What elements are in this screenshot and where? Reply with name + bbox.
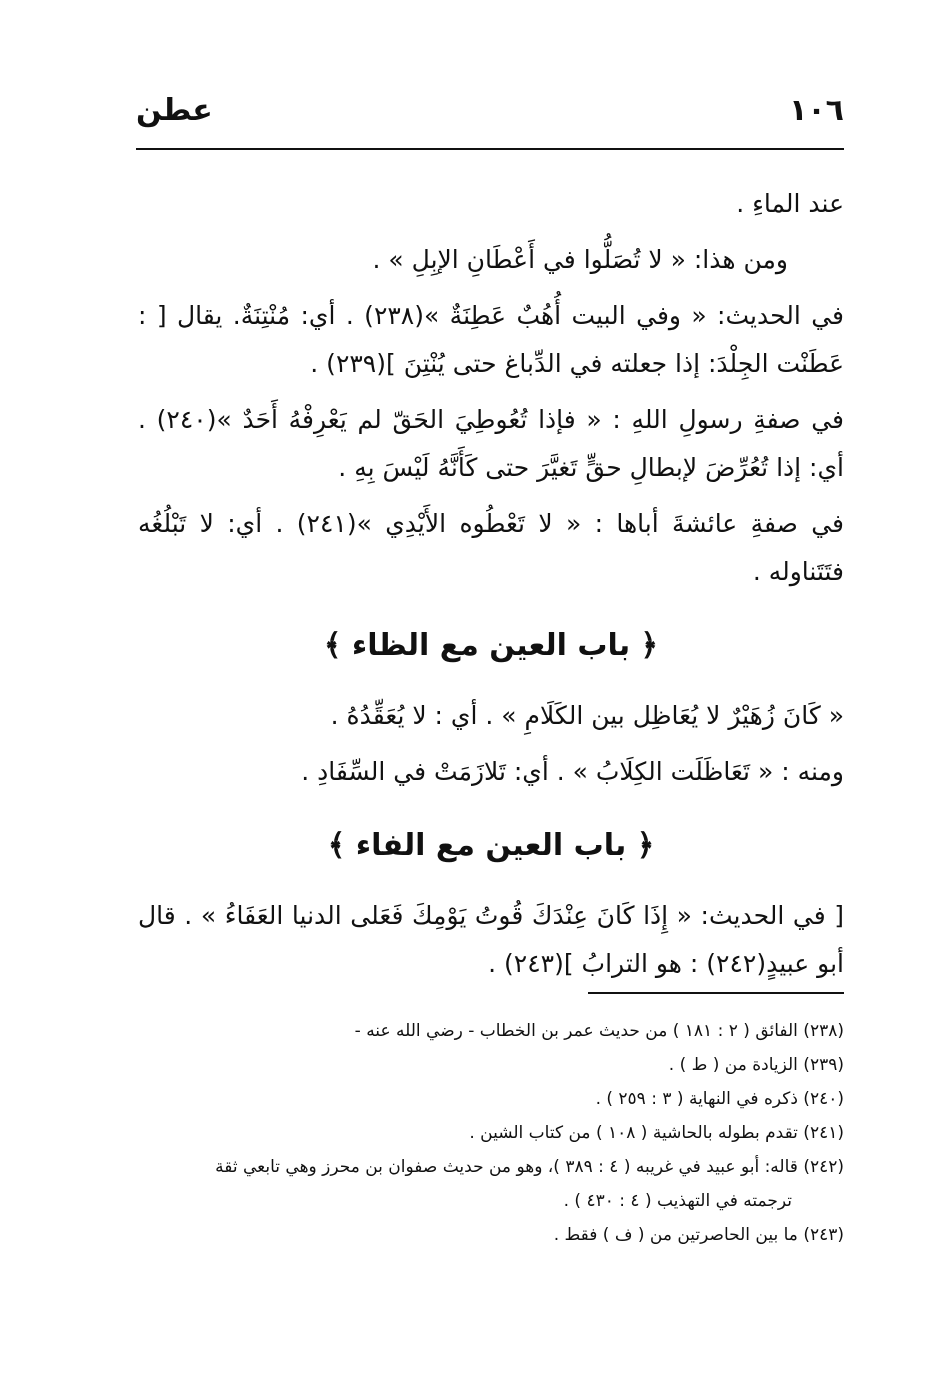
paragraph-8: [ في الحديث: « إِذَا كَانَ عِنْدَكَ قُوتُ يَوْمِكَ فَعَلى الدنيا العَفَاءُ » . قال أبو عبيدٍ(٢٤٢) : هو الترابُ ](٢٤٣) . (138, 901, 844, 978)
footnote-242: (٢٤٢) قاله: أبو عبيد في غريبه ( ٤ : ٣٨٩ )، وهو من حديث صفوان بن محرز وهي تابعي ثقة (215, 1157, 844, 1177)
paragraph-3: في الحديث: « وفي البيت أُهُبٌ عَطِنَةٌ »(٢٣٨) . أي: مُنْتِنَةٌ. يقال [ : عَطَنْت الجِلْدَ: إذا جعلته في الدِّباغ حتى يُنْتِنَ ](٢٣٩) . (138, 301, 844, 378)
footnote-238: (٢٣٨) الفائق ( ٢ : ١٨١ ) من حديث عمر بن الخطاب - رضي الله عنه - (354, 1021, 844, 1041)
paragraph-1: عند الماءِ . (736, 189, 844, 218)
footnote-239: (٢٣٩) الزيادة من ( ط ) . (668, 1055, 844, 1075)
page-number: ١٠٦ (789, 92, 844, 128)
page-header (136, 90, 844, 130)
footnote-243: (٢٤٣) ما بين الحاصرتين من ( ف ) فقط . (553, 1225, 844, 1245)
main-text (138, 180, 844, 996)
paragraph-2: ومن هذا: « لا تُصَلُّوا في أَعْطَانِ الإبِلِ » . (372, 245, 788, 274)
footnote-241: (٢٤١) تقدم بطوله بالحاشية ( ١٠٨ ) من كتاب الشين . (469, 1123, 844, 1143)
footnote-242-continuation: ترجمته في التهذيب ( ٤ : ٤٣٠ ) . (563, 1191, 792, 1211)
footnotes (138, 1014, 844, 1252)
section-title-faa: ﴿ باب العين مع الفاء ﴾ (327, 828, 655, 863)
section-title-zaa: ﴿ باب العين مع الظاء ﴾ (323, 628, 659, 663)
paragraph-4: في صفةِ رسولِ اللهِ : « فإذا تُعُوطِيَ الحَقّ لم يَعْرِفْهُ أَحَدٌ »(٢٤٠) . أي: إذا تُعُرِّضَ لإبطالِ حقٍّ تَغيَّرَ حتى كَأَنَّهُ لَيْسَ بِهِ . (138, 405, 844, 482)
paragraph-6: « كَانَ زُهَيْرٌ لا يُعَاظِل بين الكَلَامِ » . أي : لا يُعَقِّدُهُ . (330, 701, 844, 730)
paragraph-5: في صفةِ عائشةَ أباها : « لا تَعْطُوه الأَيْدِي »(٢٤١) . أي: لا تَبْلُغُه فتَتَناوله . (138, 509, 844, 586)
footnote-240: (٢٤٠) ذكره في النهاية ( ٣ : ٢٥٩ ) . (595, 1089, 844, 1109)
header-rule (136, 148, 844, 150)
footnote-rule (588, 992, 844, 994)
running-head: عطن (136, 92, 213, 128)
paragraph-7: ومنه : « تَعَاظَلَت الكِلَابُ » . أي: تَلازَمَتْ في السِّفَادِ . (301, 757, 844, 786)
